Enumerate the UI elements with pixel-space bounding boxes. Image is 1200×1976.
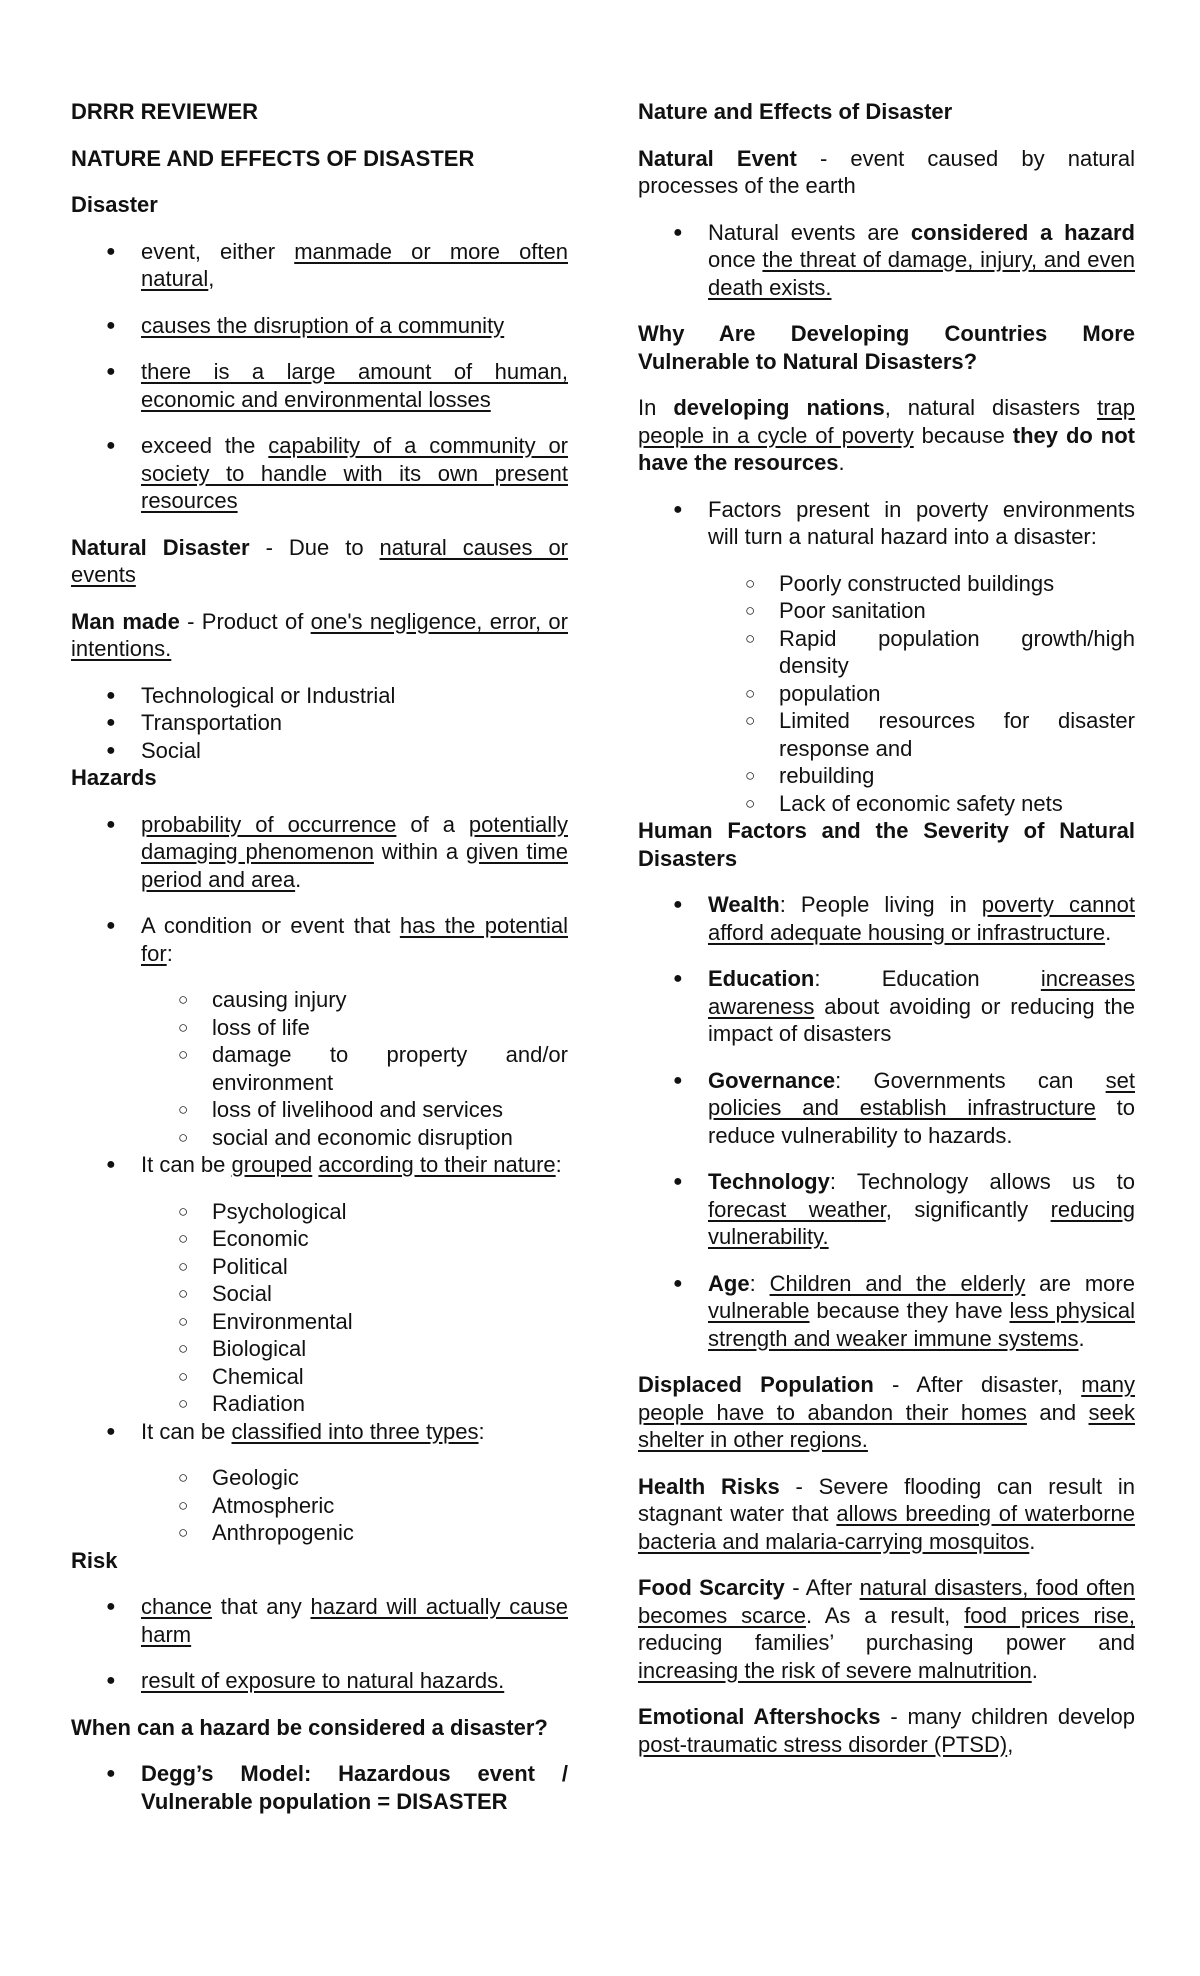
human-factors-list — [638, 891, 1135, 1352]
developing-nations-paragraph: In developing nations, natural disasters trap people in a cycle of poverty because they do not have the resources. — [638, 395, 1135, 475]
types-list — [71, 1464, 568, 1547]
list-item: ○ Social — [71, 1280, 568, 1308]
section-title: NATURE AND EFFECTS OF DISASTER — [71, 145, 475, 171]
man-made-definition: Man made - Product of one's negligence, error, or intentions. — [71, 608, 568, 661]
document-title: DRRR REVIEWER — [71, 99, 259, 124]
list-item: ● chance that any hazard will actually cause harm — [71, 1593, 568, 1648]
list-item: ○ Environmental — [71, 1308, 568, 1336]
list-item: ○ Lack of economic safety nets — [638, 790, 1135, 818]
list-item: ○ Anthropogenic — [71, 1519, 568, 1547]
degg-list — [71, 1760, 568, 1815]
factors-list — [638, 570, 1135, 818]
list-item: ○ Chemical — [71, 1363, 568, 1391]
list-item: ○ population — [638, 680, 1135, 708]
list-item: ○ Limited resources for disaster response and — [638, 707, 1135, 762]
list-item: ● A condition or event that has the potential for: — [71, 912, 568, 967]
list-item: ● causes the disruption of a community — [71, 312, 568, 340]
list-item: ● Transportation — [71, 709, 568, 737]
when-heading: When can a hazard be considered a disaster? — [71, 1714, 548, 1740]
list-item: ● exceed the capability of a community or society to handle with its own present resources — [71, 432, 568, 515]
list-item: ● Technological or Industrial — [71, 682, 568, 710]
nature-list — [71, 1198, 568, 1418]
health-risks-paragraph: Health Risks - Severe flooding can result in stagnant water that allows breeding of waterborne bacteria and malaria-carrying mosquitos. — [638, 1473, 1135, 1554]
why-heading: Why Are Developing Countries More Vulnerable to Natural Disasters? — [638, 321, 1135, 374]
list-item: ○ loss of livelihood and services — [71, 1096, 568, 1124]
human-factors-heading: Human Factors and the Severity of Natural Disasters — [638, 818, 1135, 871]
natural-event-definition: Natural Event - event caused by natural processes of the earth — [638, 145, 1135, 198]
list-item: ● Natural events are considered a hazard once the threat of damage, injury, and even death exists. — [638, 219, 1135, 302]
list-item: ○ loss of life — [71, 1014, 568, 1042]
hazards-classified-item — [71, 1418, 568, 1446]
right-column — [638, 98, 1135, 1777]
hazards-grouped-item — [71, 1151, 568, 1179]
man-made-types-list — [71, 682, 568, 765]
list-item: ○ Biological — [71, 1335, 568, 1363]
list-item: ○ Rapid population growth/high density — [638, 625, 1135, 680]
list-item: ○ Poor sanitation — [638, 597, 1135, 625]
list-item: ● Age: Children and the elderly are more vulnerable because they have less physical strength and weaker immune systems. — [638, 1270, 1135, 1353]
list-item: ○ Poorly constructed buildings — [638, 570, 1135, 598]
natural-disaster-definition: Natural Disaster - Due to natural causes or events — [71, 534, 569, 587]
left-column — [71, 98, 568, 1815]
list-item: ● result of exposure to natural hazards. — [71, 1667, 568, 1695]
list-item: ○ Atmospheric — [71, 1492, 568, 1520]
list-item: ● Education: Education increases awareness about avoiding or reducing the impact of disasters — [638, 965, 1135, 1048]
list-item: ● event, either manmade or more often natural, — [71, 238, 568, 293]
list-item: ● Technology: Technology allows us to forecast weather, significantly reducing vulnerability. — [638, 1168, 1135, 1251]
list-item: ○ Psychological — [71, 1198, 568, 1226]
emotional-aftershocks-paragraph: Emotional Aftershocks - many children develop post-traumatic stress disorder (PTSD), — [638, 1704, 1135, 1757]
list-item: ○ Political — [71, 1253, 568, 1281]
list-item: ● It can be grouped according to their nature: — [71, 1151, 568, 1179]
factors-item — [638, 496, 1135, 551]
list-item: ● Governance: Governments can set policies and establish infrastructure to reduce vulnerability to hazards. — [638, 1067, 1135, 1150]
list-item: ● there is a large amount of human, economic and environmental losses — [71, 358, 568, 413]
list-item: ○ rebuilding — [638, 762, 1135, 790]
hazards-heading: Hazards — [71, 765, 157, 790]
list-item: ● Social — [71, 737, 568, 765]
list-item: ● Factors present in poverty environments will turn a natural hazard into a disaster: — [638, 496, 1135, 551]
food-scarcity-paragraph: Food Scarcity - After natural disasters, food often becomes scarce. As a result, food prices rise, reducing families’ purchasing power and increasing the risk of severe malnutrition. — [638, 1575, 1136, 1683]
list-item: ● Wealth: People living in poverty cannot afford adequate housing or infrastructure. — [638, 891, 1135, 946]
list-item: ○ Geologic — [71, 1464, 568, 1492]
hazards-list — [71, 811, 568, 968]
list-item: ● It can be classified into three types: — [71, 1418, 568, 1446]
right-heading: Nature and Effects of Disaster — [638, 99, 953, 124]
natural-event-list — [638, 219, 1135, 302]
displaced-population-paragraph: Displaced Population - After disaster, many people have to abandon their homes and seek shelter in other regions. — [638, 1372, 1135, 1452]
list-item: ● probability of occurrence of a potentially damaging phenomenon within a given time period and area. — [71, 811, 568, 894]
list-item: ○ Economic — [71, 1225, 568, 1253]
risk-list — [71, 1593, 568, 1695]
disaster-heading: Disaster — [71, 192, 158, 217]
list-item: ○ social and economic disruption — [71, 1124, 568, 1152]
list-item: ○ Radiation — [71, 1390, 568, 1418]
list-item: ○ causing injury — [71, 986, 568, 1014]
list-item: ○ damage to property and/or environment — [71, 1041, 568, 1096]
disaster-list — [71, 238, 568, 515]
list-item: ● Degg’s Model: Hazardous event / Vulnerable population = DISASTER — [71, 1760, 568, 1815]
risk-heading: Risk — [71, 1547, 118, 1573]
potential-list — [71, 986, 568, 1151]
